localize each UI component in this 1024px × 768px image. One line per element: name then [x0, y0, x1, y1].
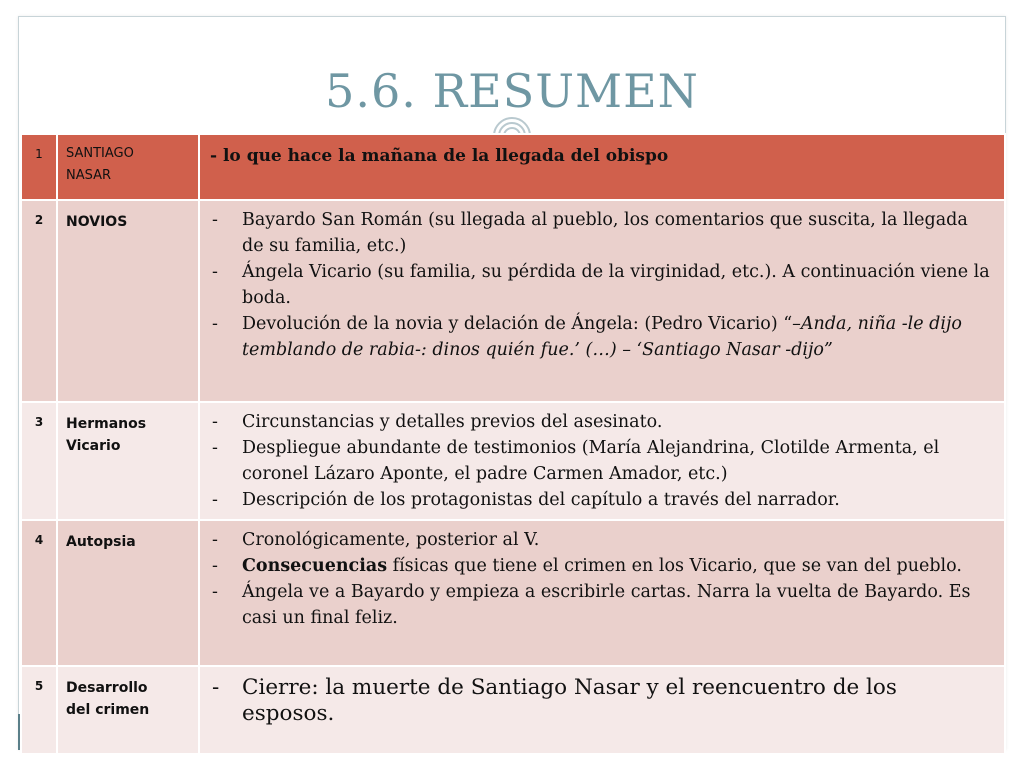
list-item: - Ángela Vicario (su familia, su pérdida de la virginidad, etc.). A continuación viene la boda.: [210, 259, 994, 311]
list-item: [210, 311, 994, 363]
list-item: - Circunstancias y detalles previos del asesinato.: [210, 409, 994, 435]
row-content: [199, 200, 1005, 402]
topic-line: SANTIAGO: [66, 146, 134, 161]
row-topic: [57, 134, 199, 200]
item-text: físicas que tiene el crimen en los Vicario, que se van del pueblo.: [387, 556, 962, 576]
topic-line: Hermanos: [66, 416, 147, 432]
topic-line: Autopsia: [66, 534, 136, 550]
slide-title: 5.6. RESUMEN: [325, 64, 699, 118]
table-row: [21, 520, 1005, 666]
table-row: [21, 134, 1005, 200]
row-topic: [57, 402, 199, 520]
row-number: 1: [21, 134, 57, 200]
row-number: 5: [21, 666, 57, 754]
list-item: - Despliegue abundante de testimonios (María Alejandrina, Clotilde Armenta, el coronel Lázaro Aponte, el padre Carmen Amador, etc.): [210, 435, 994, 487]
topic-line: Desarrollo: [66, 680, 148, 696]
row-topic: [57, 520, 199, 666]
row-topic: [57, 666, 199, 754]
row-content: [199, 666, 1005, 754]
table-row: [21, 666, 1005, 754]
topic-line: NASAR: [66, 168, 112, 183]
summary-table: [20, 133, 1006, 755]
topic-line: Vicario: [66, 438, 121, 454]
table-row: [21, 402, 1005, 520]
row-content: [199, 134, 1005, 200]
quote-text: –Anda, niña -le dijo temblando de rabia-: dinos quién fue.’ (…) – ‘Santiago Nasar -dijo”: [242, 314, 962, 360]
row-number: 3: [21, 402, 57, 520]
list-item: - Cronológicamente, posterior al V.: [210, 527, 994, 553]
list-item: - Ángela ve a Bayardo y empieza a escribirle cartas. Narra la vuelta de Bayardo. Es casi un final feliz.: [210, 579, 994, 631]
row-number: 2: [21, 200, 57, 402]
item-text: Devolución de la novia y delación de Ángela: (Pedro Vicario) “: [242, 314, 793, 334]
table-row: [21, 200, 1005, 402]
list-item: - Bayardo San Román (su llegada al pueblo, los comentarios que suscita, la llegada de su familia, etc.): [210, 207, 994, 259]
list-item: - Cierre: la muerte de Santiago Nasar y el reencuentro de los esposos.: [210, 675, 994, 727]
row-content: [199, 520, 1005, 666]
emphasis-text: Consecuencias: [242, 556, 388, 576]
list-item: [210, 553, 994, 579]
row-content: [199, 402, 1005, 520]
row-number: 4: [21, 520, 57, 666]
row-topic: [57, 200, 199, 402]
topic-line: del crimen: [66, 702, 150, 718]
topic-line: NOVIOS: [66, 214, 128, 230]
list-item: - Descripción de los protagonistas del capítulo a través del narrador.: [210, 487, 994, 513]
content-line: - lo que hace la mañana de la llegada del obispo: [210, 146, 669, 166]
